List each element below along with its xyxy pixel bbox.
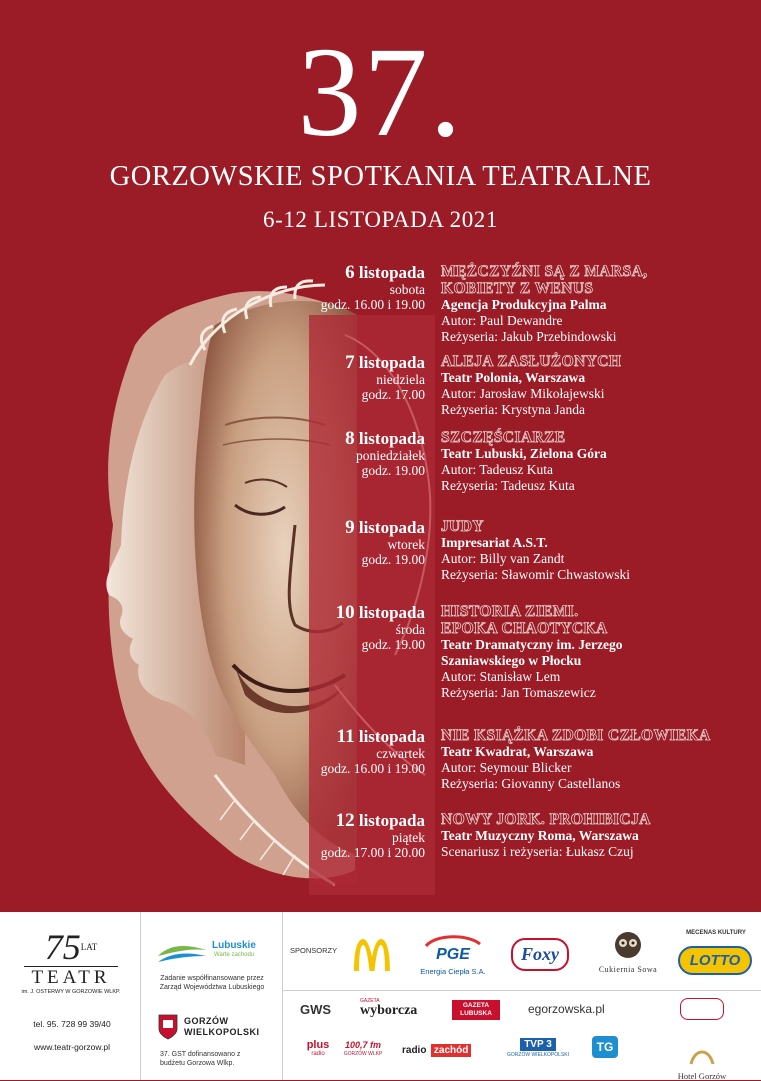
entry-details xyxy=(441,518,761,583)
day-number: 11 xyxy=(336,726,355,747)
pge-logo xyxy=(418,932,488,978)
lubuskie-note: Zadanie współfinansowane przez Zarząd Województwa Lubuskiego xyxy=(159,975,265,991)
hotel-emblem-icon xyxy=(689,1044,715,1066)
gorzow-logo xyxy=(158,1012,278,1044)
entry-date xyxy=(300,518,425,567)
company: Teatr Muzyczny Roma, Warszawa xyxy=(441,828,639,843)
author: Autor: Paul Dewandre xyxy=(441,313,563,328)
entry-date xyxy=(300,603,425,652)
hotel-name: Hotel Gorzów xyxy=(677,1071,727,1081)
lubuskie-name: Lubuskie xyxy=(212,940,256,951)
foxy-logo: Foxy xyxy=(510,932,570,976)
radio-plus-logo: plus radio xyxy=(306,1039,330,1057)
director: Reżyseria: Tadeusz Kuta xyxy=(441,478,575,493)
day-month: listopada xyxy=(358,263,425,282)
entry-details xyxy=(441,429,761,494)
entry-date xyxy=(300,727,425,776)
years-75: 75 xyxy=(44,927,81,967)
website-link[interactable]: www.teatr-gorzow.pl xyxy=(33,1042,111,1052)
mcdonalds-logo xyxy=(350,932,394,976)
teatr-logo xyxy=(10,927,132,1010)
day-month: listopada xyxy=(358,353,425,372)
entry-details xyxy=(441,603,761,701)
author: Autor: Billy van Zandt xyxy=(441,551,565,566)
gws-logo: GWS xyxy=(300,1002,332,1017)
company-line-2: Szaniawskiego w Płocku xyxy=(441,653,582,668)
egorzowska-logo: egorzowska.pl xyxy=(528,1002,605,1016)
radio-1007-logo: 100,7 fm GORZÓW WLKP xyxy=(343,1040,383,1057)
show-hours: godz. 17.00 i 20.00 xyxy=(320,845,425,860)
entry-date xyxy=(300,811,425,860)
company: Teatr Kwadrat, Warszawa xyxy=(441,744,594,759)
hotel-logo xyxy=(650,994,754,1081)
wyborcza-top: GAZETA xyxy=(360,998,380,1004)
weekday: niedziela xyxy=(376,372,425,387)
wyborcza-name: wyborcza xyxy=(360,1003,418,1018)
show-hours: godz. 19.00 xyxy=(361,552,425,567)
weekday: piątek xyxy=(392,830,425,845)
play-title: JUDY xyxy=(441,518,484,535)
gorzow-coat-of-arms-icon xyxy=(158,1014,178,1040)
gorzow-note: 37. GST dofinansowano z budżetu Gorzowa Wlkp. xyxy=(160,1051,241,1067)
day-number: 10 xyxy=(335,602,355,623)
sponsors-label: SPONSORZY xyxy=(290,946,338,955)
weekday: czwartek xyxy=(376,746,425,761)
day-month: listopada xyxy=(358,603,425,622)
author: Autor: Tadeusz Kuta xyxy=(441,462,554,477)
owl-icon xyxy=(613,930,643,960)
show-hours: godz. 19.00 xyxy=(361,463,425,478)
sponsors-footer xyxy=(0,912,761,1080)
lotto-logo: LOTTO xyxy=(678,940,752,980)
sowa-name: Cukiernia Sowa xyxy=(598,965,658,974)
lubuskie-wave-icon xyxy=(156,940,208,968)
entry-date xyxy=(300,353,425,402)
teatr-subname: im. J. OSTERWY W GORZOWIE WLKP. xyxy=(21,989,121,995)
play-title: HISTORIA ZIEMI. EPOKA CHAOTYCKA xyxy=(441,603,608,637)
company: Agencja Produkcyjna Palma xyxy=(441,297,607,312)
author: Autor: Jarosław Mikołajewski xyxy=(441,386,605,401)
day-number: 7 xyxy=(345,352,355,373)
gazeta-lubuska-logo: GAZETA LUBUSKA xyxy=(452,1000,500,1020)
entry-date xyxy=(300,429,425,478)
director: Reżyseria: Giovanny Castellanos xyxy=(441,776,621,791)
day-month: listopada xyxy=(358,429,425,448)
weekday: środa xyxy=(395,622,425,637)
company: Teatr Lubuski, Zielona Góra xyxy=(441,446,607,461)
credits: Scenariusz i reżyseria: Łukasz Czuj xyxy=(441,844,634,859)
weekday: sobota xyxy=(389,282,425,297)
tg-logo: TG xyxy=(592,1036,618,1058)
mecenas-label: MECENAS KULTURY xyxy=(686,930,746,936)
play-title: NOWY JORK. PROHIBICJA xyxy=(441,811,651,828)
day-month: listopada xyxy=(358,518,425,537)
entry-details xyxy=(441,353,761,418)
golden-arches-icon xyxy=(352,937,392,971)
show-hours: godz. 17.00 xyxy=(361,387,425,402)
entry-details xyxy=(441,263,761,345)
phone: tel. 95. 728 99 39/40 xyxy=(33,1019,111,1029)
gorzow-line1: GORZÓW xyxy=(184,1016,229,1026)
show-hours: godz. 19.00 xyxy=(361,637,425,652)
author: Autor: Seymour Blicker xyxy=(441,760,572,775)
theatre-masks-illustration xyxy=(95,255,435,895)
lubuskie-tagline: Warte zachodu xyxy=(214,952,255,958)
day-number: 9 xyxy=(345,517,355,538)
play-title: MĘŻCZYŹNI SĄ Z MARSA, KOBIETY Z WENUS xyxy=(441,263,648,297)
play-title: NIE KSIĄŻKA ZDOBI CZŁOWIEKA xyxy=(441,727,711,744)
day-month: listopada xyxy=(358,811,425,830)
cukiernia-sowa-logo xyxy=(590,930,666,982)
svg-text:PGE: PGE xyxy=(436,946,470,962)
lubuskie-logo xyxy=(152,934,272,974)
entry-details xyxy=(441,811,761,860)
play-title: SZCZĘŚCIARZE xyxy=(441,429,566,446)
show-hours: godz. 16.00 i 19.00 xyxy=(320,761,425,776)
company: Teatr Dramatyczny im. Jerzego xyxy=(441,637,623,652)
director: Reżyseria: Jakub Przebindowski xyxy=(441,329,617,344)
radio-zachod-logo: radio zachód xyxy=(402,1040,472,1058)
festival-title: GORZOWSKIE SPOTKANIA TEATRALNE xyxy=(109,161,652,192)
day-number: 8 xyxy=(345,428,355,449)
director: Reżyseria: Sławomir Chwastowski xyxy=(441,567,630,582)
lat-label: LAT xyxy=(80,942,98,952)
company: Teatr Polonia, Warszawa xyxy=(441,370,586,385)
pge-swoosh-icon xyxy=(422,932,484,962)
director: Reżyseria: Jan Tomaszewicz xyxy=(441,685,596,700)
entry-date xyxy=(300,263,425,312)
day-month: listopada xyxy=(358,727,425,746)
pge-subtitle: Energia Ciepła S.A. xyxy=(420,967,486,976)
teatr-name: TEATR xyxy=(24,966,118,989)
festival-dates: 6-12 LISTOPADA 2021 xyxy=(262,207,499,232)
director: Reżyseria: Krystyna Janda xyxy=(441,402,585,417)
wyborcza-logo xyxy=(360,998,430,1018)
weekday: wtorek xyxy=(387,537,425,552)
weekday: poniedziałek xyxy=(356,448,425,463)
show-hours: godz. 16.00 i 19.00 xyxy=(320,297,425,312)
company: Impresariat A.S.T. xyxy=(441,535,548,550)
entry-details xyxy=(441,727,761,792)
day-number: 12 xyxy=(335,810,355,831)
author: Autor: Stanisław Lem xyxy=(441,669,561,684)
edition-number: 37. xyxy=(297,21,464,163)
tvp3-logo: TVP 3 GORZÓW WIELKOPOLSKI xyxy=(507,1039,569,1058)
gorzow-line2: WIELKOPOLSKI xyxy=(184,1027,260,1037)
play-title: ALEJA ZASŁUŻONYCH xyxy=(441,353,622,370)
day-number: 6 xyxy=(345,262,355,283)
